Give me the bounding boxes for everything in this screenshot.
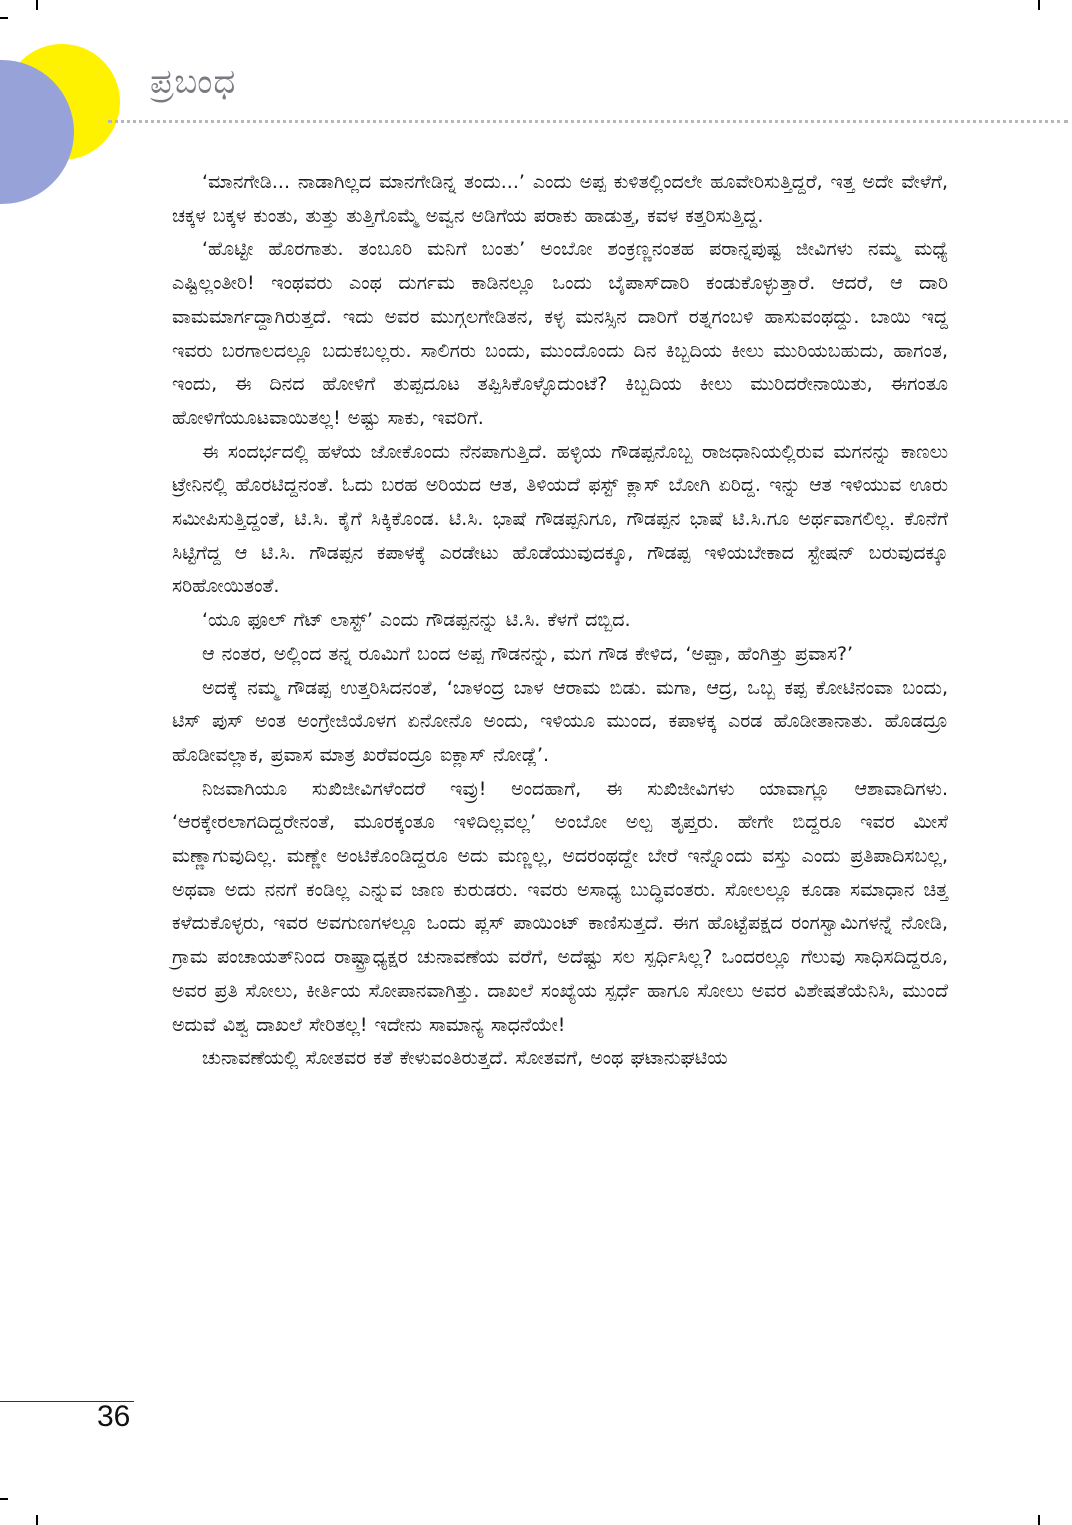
crop-mark [0, 1498, 8, 1500]
paragraph: ಅದಕ್ಕೆ ನಮ್ಮ ಗೌಡಪ್ಪ ಉತ್ತರಿಸಿದನಂತೆ, ‘ಬಾಳಂದ್ರ ಬಾಳ ಆರಾಮ ಬಿಡು. ಮಗಾ, ಆದ್ರ, ಒಬ್ಬ ಕಪ್ಪ ಕೋಟಿನಂವಾ ಬಂದು, ಟಿಸ್ ಪುಸ್ ಅಂತ ಅಂಗ್ರೇಜಿಯೊಳಗ ಏನೋನೊ ಅಂದು, ಇಳಿಯೂ ಮುಂದ, ಕಪಾಳಕ್ಕ ಎರಡ ಹೊಡೀತಾನಾತು. ಹೊಡದ್ರೂ ಹೊಡೀವಲ್ಲಾಕ, ಪ್ರವಾಸ ಮಾತ್ರ ಖರೆವಂದ್ರೂ ಐಕ್ಲಾಸ್ ನೋಡ್ಲೆ’. [172, 676, 948, 766]
crop-mark [1038, 0, 1040, 10]
paragraph: ನಿಜವಾಗಿಯೂ ಸುಖಿಜೀವಿಗಳೆಂದರೆ ಇವ್ರು! ಅಂದಹಾಗೆ, ಈ ಸುಖಿಜೀವಿಗಳು ಯಾವಾಗ್ಲೂ ಆಶಾವಾದಿಗಳು. ‘ಆರಕ್ಕೇರಲಾಗದಿದ್ದರೇನಂತೆ, ಮೂರಕ್ಕಂತೂ ಇಳಿದಿಲ್ಲವಲ್ಲ’ ಅಂಬೋ ಅಲ್ಪ ತೃಪ್ತರು. ಹೇಗೇ ಬಿದ್ದರೂ ಇವರ ಮೀಸೆ ಮಣ್ಣಾಗುವುದಿಲ್ಲ. ಮಣ್ಣೇ ಅಂಟಿಕೊಂಡಿದ್ದರೂ ಅದು ಮಣ್ಣಲ್ಲ, ಅದರಂಥದ್ದೇ ಬೇರೆ ಇನ್ನೊಂದು ವಸ್ತು ಎಂದು ಪ್ರತಿಪಾದಿಸಬಲ್ಲ, ಅಥವಾ ಅದು ನನಗೆ ಕಂಡಿಲ್ಲ ಎನ್ನುವ ಜಾಣ ಕುರುಡರು. ಇವರು ಅಸಾಧ್ಯ ಬುದ್ಧಿವಂತರು. ಸೋಲಲ್ಲೂ ಕೂಡಾ ಸಮಾಧಾನ ಚಿತ್ತ ಕಳೆದುಕೊಳ್ಳರು, ಇವರ ಅವಗುಣಗಳಲ್ಲೂ ಒಂದು ಪ್ಲಸ್ ಪಾಯಿಂಟ್ ಕಾಣಿಸುತ್ತದೆ. ಈಗ ಹೊಟ್ಟೆಪಕ್ಷದ ರಂಗಸ್ವಾಮಿಗಳನ್ನೆ ನೋಡಿ, ಗ್ರಾಮ ಪಂಚಾಯತ್‌ನಿಂದ ರಾಷ್ಟ್ರಾಧ್ಯಕ್ಷರ ಚುನಾವಣೆಯ ವರೆಗೆ, ಅದೆಷ್ಟು ಸಲ ಸ್ಪರ್ಧಿಸಿಲ್ಲ? ಒಂದರಲ್ಲೂ ಗೆಲುವು ಸಾಧಿಸದಿದ್ದರೂ, ಅವರ ಪ್ರತಿ ಸೋಲು, ಕೀರ್ತಿಯ ಸೋಪಾನವಾಗಿತ್ತು. ದಾಖಲೆ ಸಂಖ್ಯೆಯ ಸ್ಪರ್ಧೆ ಹಾಗೂ ಸೋಲು ಅವರ ವಿಶೇಷತೆಯೆನಿಸಿ, ಮುಂದೆ ಅದುವೆ ವಿಶ್ವ ದಾಖಲೆ ಸೇರಿತಲ್ಲ! ಇದೇನು ಸಾಮಾನ್ಯ ಸಾಧನೆಯೇ! [172, 777, 948, 1036]
page-number: 36 [97, 1400, 131, 1433]
decorative-circles [0, 0, 200, 220]
crop-mark [36, 1515, 38, 1525]
paragraph: ಈ ಸಂದರ್ಭದಲ್ಲಿ ಹಳೆಯ ಜೋಕೊಂದು ನೆನಪಾಗುತ್ತಿದೆ. ಹಳ್ಳಿಯ ಗೌಡಪ್ಪನೊಬ್ಬ ರಾಜಧಾನಿಯಲ್ಲಿರುವ ಮಗನನ್ನು ಕಾಣಲು ಟ್ರೇನಿನಲ್ಲಿ ಹೊರಟಿದ್ದನಂತೆ. ಓದು ಬರಹ ಅರಿಯದ ಆತ, ತಿಳಿಯದೆ ಫಸ್ಟ್ ಕ್ಲಾಸ್ ಬೋಗಿ ಏರಿದ್ದ. ಇನ್ನು ಆತ ಇಳಿಯುವ ಊರು ಸಮೀಪಿಸುತ್ತಿದ್ದಂತೆ, ಟಿ.ಸಿ. ಕೈಗೆ ಸಿಕ್ಕಿಕೊಂಡ. ಟಿ.ಸಿ. ಭಾಷೆ ಗೌಡಪ್ಪನಿಗೂ, ಗೌಡಪ್ಪನ ಭಾಷೆ ಟಿ.ಸಿ.ಗೂ ಅರ್ಥವಾಗಲಿಲ್ಲ. ಕೊನೆಗೆ ಸಿಟ್ಟಿಗೆದ್ದ ಆ ಟಿ.ಸಿ. ಗೌಡಪ್ಪನ ಕಪಾಳಕ್ಕೆ ಎರಡೇಟು ಹೊಡೆಯುವುದಕ್ಕೂ, ಗೌಡಪ್ಪ ಇಳಿಯಬೇಕಾದ ಸ್ಟೇಷನ್ ಬರುವುದಕ್ಕೂ ಸರಿಹೋಯಿತಂತೆ. [172, 440, 948, 598]
paragraph: ಚುನಾವಣೆಯಲ್ಲಿ ಸೋತವರ ಕತೆ ಕೇಳುವಂತಿರುತ್ತದೆ. ಸೋತವಗೆ, ಅಂಥ ಘಟಾನುಘಟಿಯ [202, 1047, 728, 1070]
paragraph: ‘ಮಾನಗೇಡಿ... ನಾಡಾಗಿಲ್ಲದ ಮಾನಗೇಡಿನ್ನ ತಂದು...’ ಎಂದು ಅಪ್ಪ ಕುಳಿತಲ್ಲಿಂದಲೇ ಹೂವೇರಿಸುತ್ತಿದ್ದರೆ, ಇತ್ತ ಅದೇ ವೇಳೆಗೆ, ಚಕ್ಕಳ ಬಕ್ಕಳ ಕುಂತು, ತುತ್ತು ತುತ್ತಿಗೊಮ್ಮೆ ಅವ್ವನ ಅಡಿಗೆಯ ಪರಾಕು ಹಾಡುತ್ತ, ಕವಳ ಕತ್ತರಿಸುತ್ತಿದ್ದ. [172, 171, 948, 227]
paragraph: ‘ಯೂ ಫೂಲ್ ಗೆಟ್ ಲಾಸ್ಟ್’ ಎಂದು ಗೌಡಪ್ಪನನ್ನು ಟಿ.ಸಿ. ಕೆಳಗೆ ದಬ್ಬಿದ. [202, 609, 631, 632]
paragraph: ‘ಹೊಟ್ಟೀ ಹೊರಗಾತು. ತಂಬೂರಿ ಮನಿಗೆ ಬಂತು’ ಅಂಬೋ ಶಂಕ್ರಣ್ಣನಂತಹ ಪರಾನ್ನಪುಷ್ಟ ಜೀವಿಗಳು ನಮ್ಮ ಮಧ್ಯೆ ಎಷ್ಟಿಲ್ಲಂತೀರಿ! ಇಂಥವರು ಎಂಥ ದುರ್ಗಮ ಕಾಡಿನಲ್ಲೂ ಒಂದು ಬೈಪಾಸ್‌ದಾರಿ ಕಂಡುಕೊಳ್ಳುತ್ತಾರೆ. ಆದರೆ, ಆ ದಾರಿ ವಾಮಮಾರ್ಗದ್ದಾಗಿರುತ್ತದೆ. ಇದು ಅವರ ಮುಗ್ಗಲಗೇಡಿತನ, ಕಳ್ಳ ಮನಸ್ಸಿನ ದಾರಿಗೆ ರತ್ನಗಂಬಳಿ ಹಾಸುವಂಥದ್ದು. ಬಾಯಿ ಇದ್ದ ಇವರು ಬರಗಾಲದಲ್ಲೂ ಬದುಕಬಲ್ಲರು. ಸಾಲಿಗರು ಬಂದು, ಮುಂದೊಂದು ದಿನ ಕಿಬ್ಬದಿಯ ಕೀಲು ಮುರಿಯಬಹುದು, ಹಾಗಂತ, ಇಂದು, ಈ ದಿನದ ಹೋಳಿಗೆ ತುಪ್ಪದೂಟ ತಪ್ಪಿಸಿಕೊಳ್ಳೊದುಂಟೆ? ಕಿಬ್ಬದಿಯ ಕೀಲು ಮುರಿದರೇನಾಯಿತು, ಈಗಂತೂ ಹೋಳಿಗೆಯೂಟವಾಯಿತಲ್ಲ! ಅಷ್ಟು ಸಾಕು, ಇವರಿಗೆ. [172, 238, 948, 429]
paragraph: ಆ ನಂತರ, ಅಲ್ಲಿಂದ ತನ್ನ ರೂಮಿಗೆ ಬಂದ ಅಪ್ಪ ಗೌಡನನ್ನು, ಮಗ ಗೌಡ ಕೇಳಿದ, ‘ಅಪ್ಪಾ, ಹೆಂಗಿತ್ತು ಪ್ರವಾಸ?’ [202, 642, 854, 665]
dotted-rule [108, 120, 1068, 123]
essay-body [172, 166, 948, 1076]
crop-mark [1038, 1515, 1040, 1525]
section-title: ಪ್ರಬಂಧ [150, 62, 237, 102]
